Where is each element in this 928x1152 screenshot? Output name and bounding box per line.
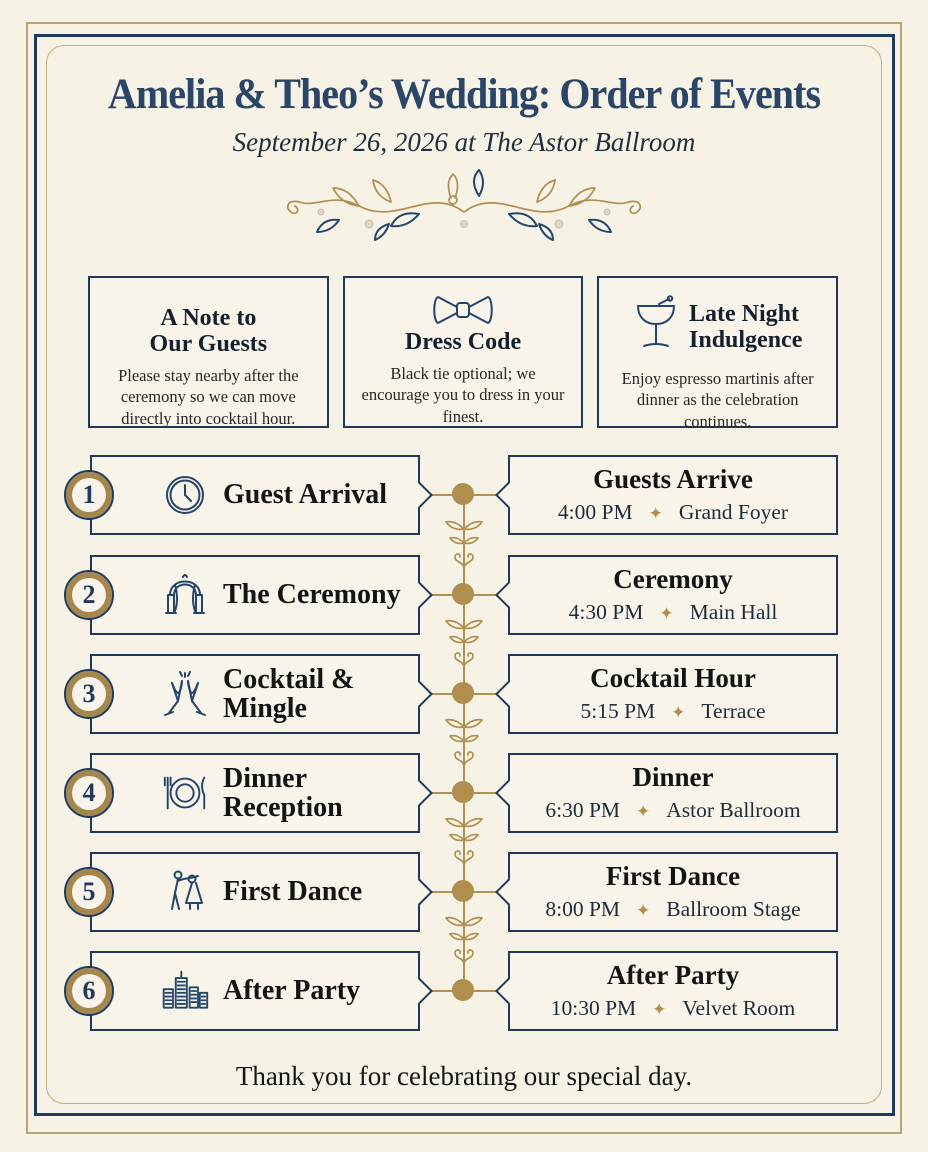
event-box-cocktail: [82, 654, 420, 734]
timeline: [82, 455, 838, 1035]
page-subtitle: September 26, 2026 at The Astor Ballroom: [232, 127, 696, 157]
timeline-row-dinner: [82, 753, 838, 833]
detail-box-cocktail-hour: [508, 654, 838, 734]
event-label: The Ceremony: [223, 579, 401, 611]
event-label: Cocktail & Mingle: [223, 663, 355, 724]
note-to-guests-card: [88, 276, 329, 428]
box-point: [406, 482, 433, 509]
dress-code-heading-line1: Dress Code: [404, 329, 522, 355]
timeline-node-dot: [452, 483, 474, 505]
event-time: 10:30 PM: [550, 996, 637, 1021]
sparkle-separator-icon: ✦: [652, 999, 667, 1019]
event-location: Grand Foyer: [678, 500, 789, 525]
event-time: 6:30 PM: [545, 798, 621, 823]
floral-divider-ornament: [229, 162, 699, 258]
late-night-body: Enjoy espresso martinis after dinner as the celebration continues.: [621, 369, 814, 431]
event-box-after-party: [82, 951, 420, 1031]
detail-box-dinner: [508, 753, 838, 833]
event-location: Velvet Room: [682, 996, 796, 1021]
sparkle-separator-icon: ✦: [636, 801, 651, 821]
event-time: 4:00 PM: [557, 500, 633, 525]
detail-box-after-party: [508, 951, 838, 1031]
step-number-badge: 2: [64, 570, 114, 620]
event-box-ceremony: [82, 555, 420, 635]
timeline-row-cocktail: [82, 654, 838, 734]
event-time: 8:00 PM: [545, 897, 621, 922]
event-label: After Party: [223, 975, 361, 1007]
detail-title: Ceremony: [613, 564, 733, 595]
champagne-glasses-icon: [160, 669, 210, 719]
detail-title: After Party: [606, 960, 740, 991]
event-time: 4:30 PM: [568, 600, 644, 625]
box-point: [495, 482, 522, 509]
event-time: 5:15 PM: [580, 699, 656, 724]
box-point: [495, 879, 522, 906]
late-night-heading-line2: Indulgence: [689, 326, 803, 353]
box-point: [495, 582, 522, 609]
box-point: [495, 978, 522, 1005]
detail-title: Cocktail Hour: [590, 663, 756, 694]
late-night-heading: [689, 302, 802, 354]
note-card-heading-line1: A Note to: [160, 305, 257, 331]
wedding-arch-icon: [160, 570, 210, 620]
dress-code-heading: [355, 330, 572, 356]
page-title: Amelia & Theo’s Wedding: Order of Events: [107, 71, 821, 118]
timeline-row-first-dance: [82, 852, 838, 932]
box-point: [406, 978, 433, 1005]
note-card-heading: [100, 306, 317, 358]
event-box-dinner: [82, 753, 420, 833]
detail-box-first-dance: [508, 852, 838, 932]
late-night-card: [597, 276, 838, 431]
detail-title: Dinner: [632, 762, 714, 793]
timeline-row-after-party: [82, 951, 838, 1031]
event-label: Dinner Reception: [223, 762, 343, 823]
info-cards-row: [88, 276, 838, 431]
timeline-row-ceremony: [82, 555, 838, 635]
timeline-node-dot: [452, 781, 474, 803]
sparkle-separator-icon: ✦: [648, 503, 663, 523]
late-night-heading-line1: Late Night: [689, 300, 799, 327]
box-point: [495, 780, 522, 807]
step-number-badge: 3: [64, 669, 114, 719]
step-number-badge: 5: [64, 867, 114, 917]
sparkle-separator-icon: ✦: [659, 603, 674, 623]
dress-code-card: [343, 276, 584, 428]
coupe-glass-icon: [633, 294, 679, 361]
timeline-node-dot: [452, 880, 474, 902]
sparkle-separator-icon: ✦: [671, 702, 686, 722]
event-box-first-dance: [82, 852, 420, 932]
timeline-node-dot: [452, 682, 474, 704]
step-number-badge: 4: [64, 768, 114, 818]
clock-icon: [160, 470, 210, 520]
city-skyline-icon: [160, 966, 210, 1016]
dress-code-body: Black tie optional; we encourage you to dress in your finest.: [361, 363, 565, 426]
step-number-badge: 6: [64, 966, 114, 1016]
detail-box-guests-arrive: [508, 455, 838, 535]
bow-tie-icon: [355, 290, 572, 330]
sparkle-separator-icon: ✦: [636, 900, 651, 920]
timeline-node-dot: [452, 979, 474, 1001]
detail-box-ceremony: [508, 555, 838, 635]
event-location: Main Hall: [689, 600, 778, 625]
timeline-row-guest-arrival: [82, 455, 838, 535]
event-label: First Dance: [223, 876, 363, 908]
box-point: [495, 681, 522, 708]
step-number-badge: 1: [64, 470, 114, 520]
detail-title: First Dance: [605, 861, 741, 892]
note-card-body: Please stay nearby after the ceremony so we can move directly into cocktail hour.: [118, 365, 299, 428]
box-point: [406, 582, 433, 609]
box-point: [406, 879, 433, 906]
event-label: Guest Arrival: [223, 479, 388, 511]
detail-title: Guests Arrive: [593, 464, 753, 495]
event-location: Ballroom Stage: [666, 897, 801, 922]
dancing-couple-icon: [160, 867, 210, 917]
note-card-heading-line2: Our Guests: [149, 330, 268, 357]
dinner-plate-icon: [160, 768, 210, 818]
timeline-node-dot: [452, 583, 474, 605]
event-box-guest-arrival: [82, 455, 420, 535]
event-location: Astor Ballroom: [666, 798, 801, 823]
footer-message: Thank you for celebrating our special day.: [235, 1061, 693, 1091]
event-location: Terrace: [701, 699, 766, 724]
